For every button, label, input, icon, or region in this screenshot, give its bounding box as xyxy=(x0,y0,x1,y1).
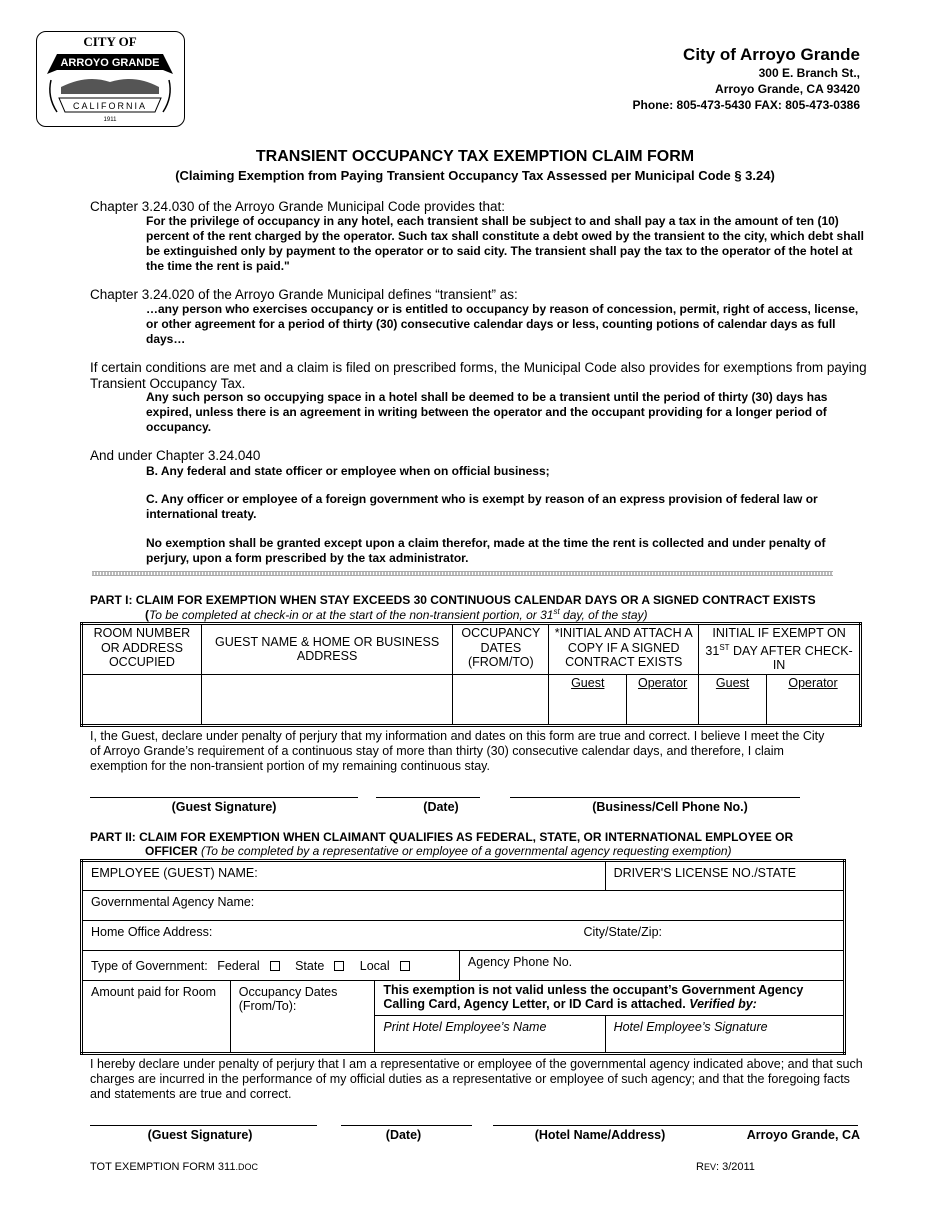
part2-guest-signature-label: (Guest Signature) xyxy=(147,1128,253,1142)
part2-declaration: I hereby declare under penalty of perjury that I am a representative or employee of the governmental agency indicated above; and that such charges are incurred in the performance of my official duties as a representative or employee of such agency; and that the foregoing facts and statements are true and correct. xyxy=(90,1057,863,1101)
hotel-employee-name-label: Print Hotel Employee’s Name xyxy=(383,1020,547,1034)
section-divider xyxy=(92,571,833,576)
form-id: TOT EXEMPTION FORM 311.DOC xyxy=(90,1161,258,1173)
chapter-030-intro: Chapter 3.24.030 of the Arroyo Grande Municipal Code provides that: xyxy=(90,199,505,214)
employee-name-label: EMPLOYEE (GUEST) NAME: xyxy=(91,866,258,880)
part1-phone-label: (Business/Cell Phone No.) xyxy=(592,800,748,814)
chapter-030-quote: For the privilege of occupancy in any hotel, each transient shall be subject to and shall pay a tax in the amount of ten (10) percent of the rent charged by the operator. Such tax shall constitute a debt owed by the transient to the city, which debt shall be extinguished only by payment to the operator or to said city. The transient shall pay the tax to the operator of the hotel at the time the rent is paid." xyxy=(146,214,864,273)
part2-heading: PART II: CLAIM FOR EXEMPTION WHEN CLAIMANT QUALIFIES AS FEDERAL, STATE, OR INTERNATIONAL EMPLOYEE OR xyxy=(90,830,794,844)
part1-heading: PART I: CLAIM FOR EXEMPTION WHEN STAY EXCEEDS 30 CONTINUOUS CALENDAR DAYS OR A SIGNED CONTRACT EXISTS xyxy=(90,593,816,607)
chapter-040-intro: And under Chapter 3.24.040 xyxy=(90,448,261,463)
city-seal-logo xyxy=(36,31,185,127)
col-31st-day-initial: INITIAL IF EXEMPT ON 31ST DAY AFTER CHECK-IN xyxy=(699,624,861,675)
city-seal-graphic xyxy=(37,32,183,125)
city-state-zip-label: City/State/Zip: xyxy=(583,925,662,939)
street-address: 300 E. Branch St., xyxy=(758,66,860,80)
room-number-cell[interactable] xyxy=(82,674,202,725)
exemption-b: B. Any federal and state officer or employee when on official business; xyxy=(146,464,550,478)
part2-guest-signature-line[interactable] xyxy=(90,1125,317,1126)
revision-date: REV: 3/2011 xyxy=(696,1161,755,1173)
agency-phone-field[interactable] xyxy=(459,951,844,981)
state-label: State xyxy=(295,958,325,973)
part1-phone-line[interactable] xyxy=(510,797,800,798)
logo-banner-text: ARROYO GRANDE xyxy=(60,57,160,69)
phone-fax: Phone: 805-473-5430 FAX: 805-473-0386 xyxy=(632,98,860,112)
occupancy-dates-label: Occupancy Dates (From/To): xyxy=(238,985,338,1013)
agency-name-field[interactable] xyxy=(82,891,845,921)
state-checkbox[interactable] xyxy=(334,961,344,971)
part1-guest-signature-label: (Guest Signature) xyxy=(171,800,277,814)
city-address-block xyxy=(633,45,860,113)
day31-guest-label: Guest xyxy=(715,675,750,690)
exemption-intro: If certain conditions are met and a claim is filed on prescribed forms, the Municipal Code also provides for exemptions from paying Transient Occupancy Tax. xyxy=(90,360,867,391)
occupancy-dates-cell[interactable] xyxy=(453,674,549,725)
logo-top-text: CITY OF xyxy=(83,34,137,49)
part1-date-label: (Date) xyxy=(423,800,459,814)
part1-subheading: (To be completed at check-in or at the start of the non-transient portion, or 31st day, of the stay) xyxy=(145,607,648,622)
logo-bottom-text: CALIFORNIA xyxy=(72,101,148,111)
contract-operator-label: Operator xyxy=(638,675,688,690)
city-state-zip: Arroyo Grande, CA 93420 xyxy=(715,82,860,96)
federal-label: Federal xyxy=(217,958,260,973)
part1-stay-table xyxy=(80,622,862,727)
part1-declaration: I, the Guest, declare under penalty of perjury that my information and dates on this form are true and correct. I believe I meet the City of Arroyo Grande’s requirement of a continuous stay of more than thirty (30) consecutive calendar days, and therefore, I claim exemption for the non-transient portion of my remaining continuous stay. xyxy=(90,729,825,773)
part2-city-label: Arroyo Grande, CA xyxy=(746,1128,860,1142)
federal-checkbox[interactable] xyxy=(270,961,280,971)
part2-date-line[interactable] xyxy=(341,1125,472,1126)
contract-operator-cell[interactable] xyxy=(627,674,699,725)
city-name: City of Arroyo Grande xyxy=(683,45,860,64)
exemption-note: No exemption shall be granted except upon a claim therefor, made at the time the rent is collected and under penalty of perjury, upon a form prescribed by the tax administrator. xyxy=(146,536,826,565)
contract-guest-label: Guest xyxy=(571,675,605,690)
col-room-number: ROOM NUMBER OR ADDRESS OCCUPIED xyxy=(82,624,202,675)
part1-guest-signature-line[interactable] xyxy=(90,797,358,798)
part2-date-label: (Date) xyxy=(385,1128,422,1142)
logo-year: 1911 xyxy=(103,117,117,123)
agency-name-label: Governmental Agency Name: xyxy=(91,895,255,909)
part2-subheading: OFFICER (To be completed by a representative or employee of a governmental agency requesting exemption) xyxy=(145,844,732,858)
part2-hotel-label: (Hotel Name/Address) xyxy=(534,1128,666,1142)
agency-phone-label: Agency Phone No. xyxy=(467,955,573,969)
drivers-license-field[interactable] xyxy=(605,861,844,891)
col-occupancy-dates: OCCUPANCY DATES (FROM/TO) xyxy=(453,624,549,675)
form-title: TRANSIENT OCCUPANCY TAX EXEMPTION CLAIM FORM xyxy=(255,148,695,165)
col-guest-name: GUEST NAME & HOME OR BUSINESS ADDRESS xyxy=(201,624,453,675)
hotel-employee-signature-field[interactable] xyxy=(605,1016,844,1054)
form-subtitle: (Claiming Exemption from Paying Transient Occupancy Tax Assessed per Municipal Code § 3.24) xyxy=(175,168,775,183)
gov-type-field xyxy=(82,951,460,981)
amount-paid-label: Amount paid for Room xyxy=(91,985,217,999)
guest-name-cell[interactable] xyxy=(201,674,453,725)
drivers-license-label: DRIVER'S LICENSE NO./STATE xyxy=(613,866,797,880)
exemption-c: C. Any officer or employee of a foreign government who is exempt by reason of an express provision of federal law or international treaty. xyxy=(146,492,818,521)
occupancy-dates-field[interactable] xyxy=(230,981,375,1054)
col-contract-initial: *INITIAL AND ATTACH A COPY IF A SIGNED CONTRACT EXISTS xyxy=(549,624,699,675)
local-label: Local xyxy=(359,958,390,973)
day31-operator-cell[interactable] xyxy=(767,674,861,725)
employee-name-field[interactable] xyxy=(82,861,606,891)
amount-paid-field[interactable] xyxy=(82,981,231,1054)
local-checkbox[interactable] xyxy=(400,961,410,971)
day31-guest-cell[interactable] xyxy=(699,674,767,725)
validity-notice: This exemption is not valid unless the occupant’s Government Agency Calling Card, Agency Letter, or ID Card is attached. Verified by: xyxy=(375,981,845,1016)
chapter-020-intro: Chapter 3.24.020 of the Arroyo Grande Municipal defines “transient” as: xyxy=(90,287,518,302)
home-office-field[interactable] xyxy=(82,921,845,951)
part2-employee-table xyxy=(80,859,846,1055)
home-office-label: Home Office Address: xyxy=(91,925,213,939)
part1-date-line[interactable] xyxy=(376,797,480,798)
contract-guest-cell[interactable] xyxy=(549,674,627,725)
chapter-020-quote: …any person who exercises occupancy or is entitled to occupancy by reason of concession, permit, right of access, license, or other agreement for a period of thirty (30) consecutive calendar days or less, counting potions of calendar days as full days… xyxy=(146,302,859,346)
gov-type-label: Type of Government: xyxy=(91,958,208,973)
hotel-employee-name-field[interactable] xyxy=(375,1016,605,1054)
hotel-employee-signature-label: Hotel Employee’s Signature xyxy=(613,1020,768,1034)
part2-hotel-line[interactable] xyxy=(493,1125,858,1126)
exemption-quote: Any such person so occupying space in a hotel shall be deemed to be a transient until the period of thirty (30) days has expired, unless there is an agreement in writing between the operator and the occupant providing for a longer period of occupancy. xyxy=(146,390,828,434)
day31-operator-label: Operator xyxy=(788,675,838,690)
